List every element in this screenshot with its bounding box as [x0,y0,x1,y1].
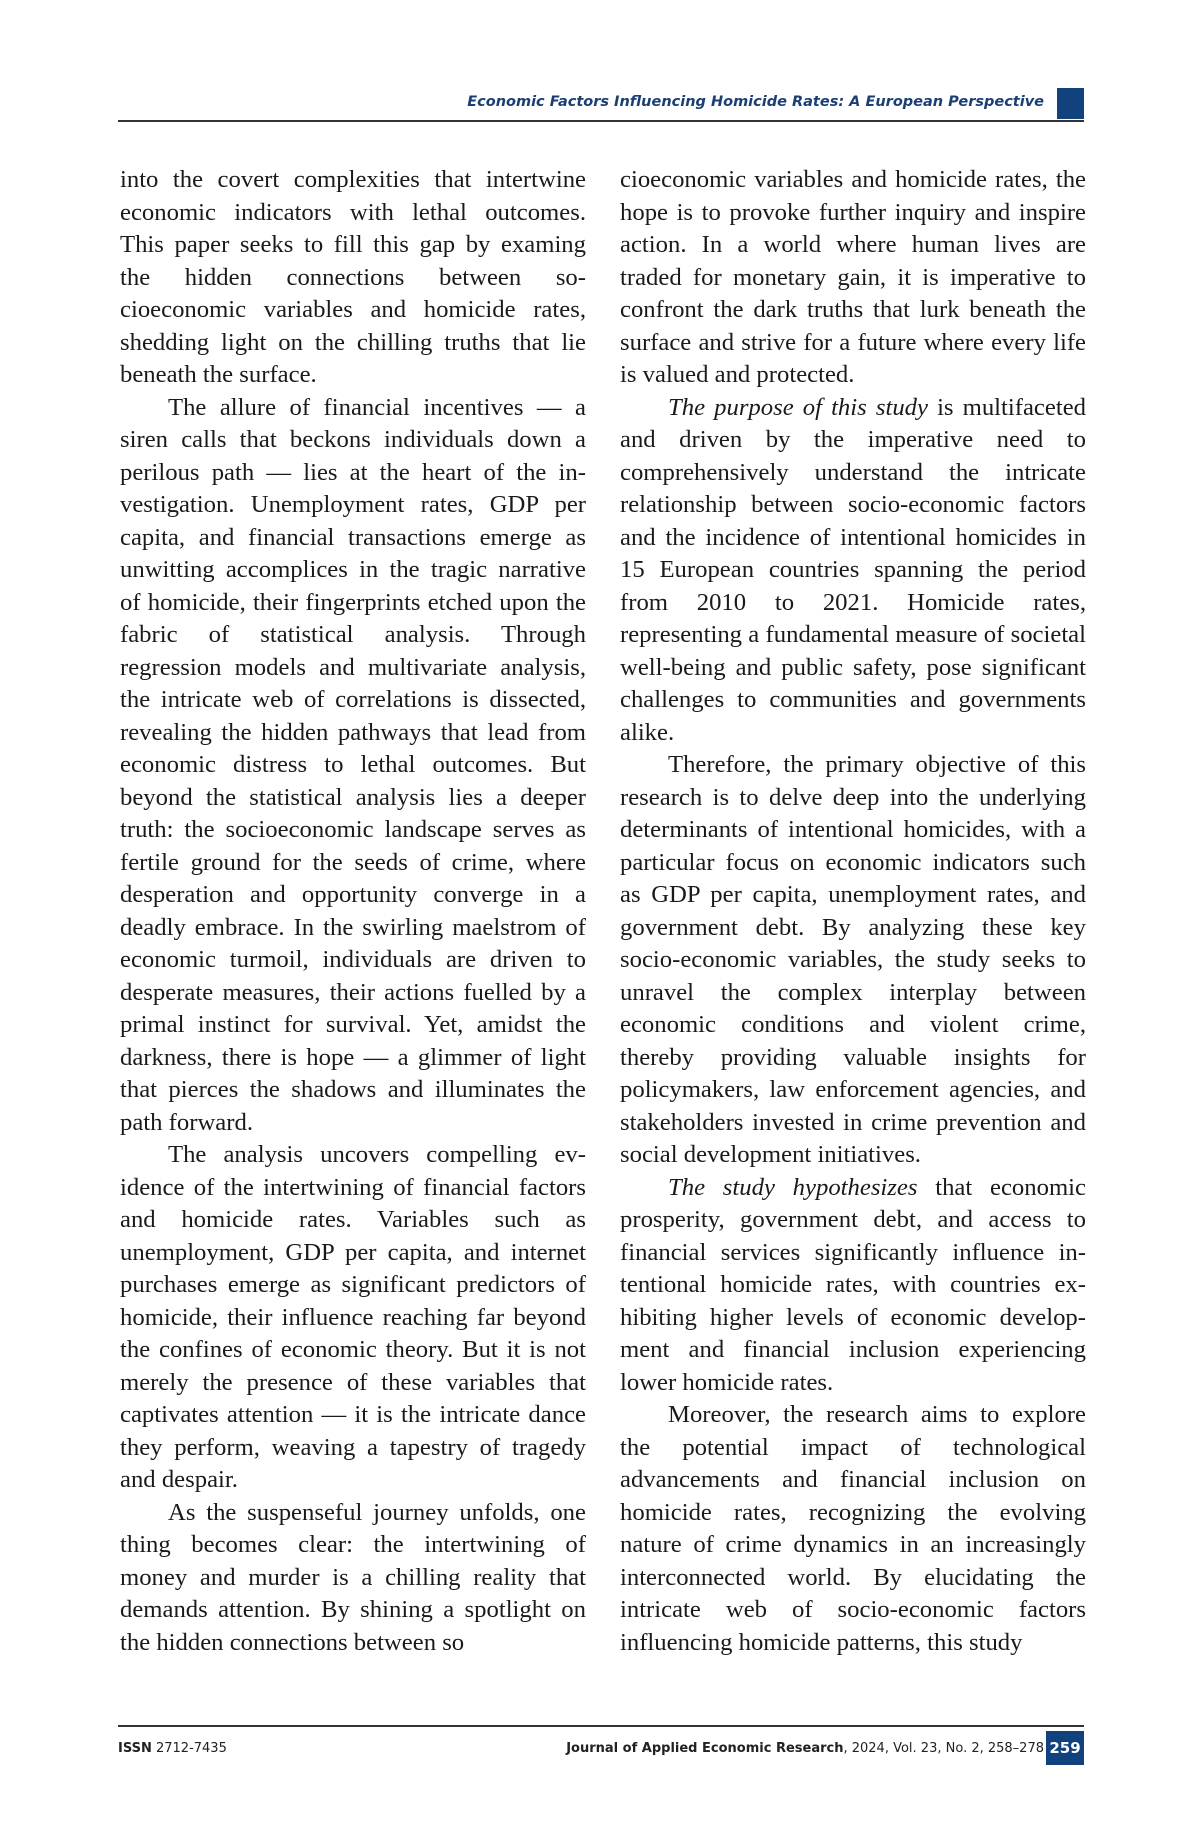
journal-name: Journal of Applied Economic Research [566,1741,844,1756]
paragraph-text: is multifaceted and driven by the imperative need to comprehensively understand the intricate relationship between socio-economic factors and the incidence of intentional homicides in 15 European countries spanning the period from 2010 to 2021. Homicide rates, representing a fundamental measure of societal well-being and public safety, pose significant challenges to communities and governments alike. [620,393,1087,746]
italic-phrase: The study hypothesizes [668,1173,918,1201]
running-head [118,88,1084,122]
paragraph: Therefore, the primary objective of this research is to delve deep into the underlying determinants of intentional homicides, with a particular focus on economic indicators such as GDP per capita, unemployment rates, and government debt. By analyzing these key socio-economic variables, the study seeks to unravel the complex interplay between economic conditions and violent crime, thereby providing valuable insights for policymakers, law enforcement agencies, and stakeholders invested in crime prevention and social development initiatives. [620,751,1086,1168]
page-number: 259 [1046,1731,1084,1765]
left-column [120,164,586,1659]
paragraph: into the covert complexities that intertwine economic indicators with lethal outcomes. This paper seeks to fill this gap by examing the hidden connections between socioeconomic variables and homicide rates, shedding light on the chilling truths that lie beneath the surface. [120,166,586,388]
issn-value: 2712-7435 [151,1741,227,1756]
page-footer [118,1725,1084,1767]
paragraph-hypothesis [620,1172,1086,1400]
footer-issn [118,1741,227,1756]
paragraph: cioeconomic variables and homicide rates, the hope is to provoke further inquiry and inspire action. In a world where human lives are traded for monetary gain, it is imperative to confront the dark truths that lurk beneath the surface and strive for a future where every life is valued and protected. [620,166,1086,388]
running-head-accent-block [1057,88,1084,119]
paragraph-text: that economic prosperity, government debt, and access to financial services significantly influence intentional homicide rates, with countries exhibiting higher levels of economic development and financial inclusion experiencing lower homicide rates. [620,1173,1086,1396]
citation-details: , 2024, Vol. 23, No. 2, 258–278 [843,1741,1044,1756]
paragraph: The analysis uncovers compelling evidence of the intertwining of financial factors and homicide rates. Variables such as unemployment, GDP per capita, and internet purchases emerge as significant predictors of homicide, their influence reaching far beyond the confines of economic theory. But it is not merely the presence of these variables that captivates attention — it is the intricate dance they perform, weaving a tapestry of tragedy and despair. [120,1141,586,1493]
right-column [620,164,1086,1659]
paragraph: Moreover, the research aims to explore the potential impact of technological advancements and financial inclusion on homicide rates, recognizing the evolving nature of crime dynamics in an increasingly interconnected world. By elucidating the intricate web of socio-economic factors influencing homicide patterns, this study [620,1401,1086,1656]
paragraph: The allure of financial incentives — a siren calls that beckons individuals down a perilous path — lies at the heart of the investigation. Unemployment rates, GDP per capita, and financial transactions emerge as unwitting accomplices in the tragic narrative of homicide, their fingerprints etched upon the fabric of statistical analysis. Through regression models and multivariate analysis, the intricate web of correlations is dissected, revealing the hidden pathways that lead from economic distress to lethal outcomes. But beyond the statistical analysis lies a deeper truth: the socioeconomic landscape serves as fertile ground for the seeds of crime, where desperation and opportunity converge in a deadly embrace. In the swirling maelstrom of economic turmoil, individuals are driven to desperate measures, their actions fuelled by a primal instinct for survival. Yet, amidst the darkness, there is hope — a glimmer of light that pierces the shadows and illuminates the path forward. [120,393,586,1136]
issn-label: ISSN [118,1741,152,1756]
running-head-title: Economic Factors Influencing Homicide Rates: A European Perspective [467,94,1044,110]
paragraph: As the suspenseful journey unfolds, one thing becomes clear: the intertwining of money and murder is a chilling reality that demands attention. By shining a spotlight on the hidden connections between so [120,1498,586,1656]
paragraph-purpose [620,392,1086,750]
footer-citation [566,1741,1044,1756]
italic-phrase: The purpose of this study [668,393,928,421]
